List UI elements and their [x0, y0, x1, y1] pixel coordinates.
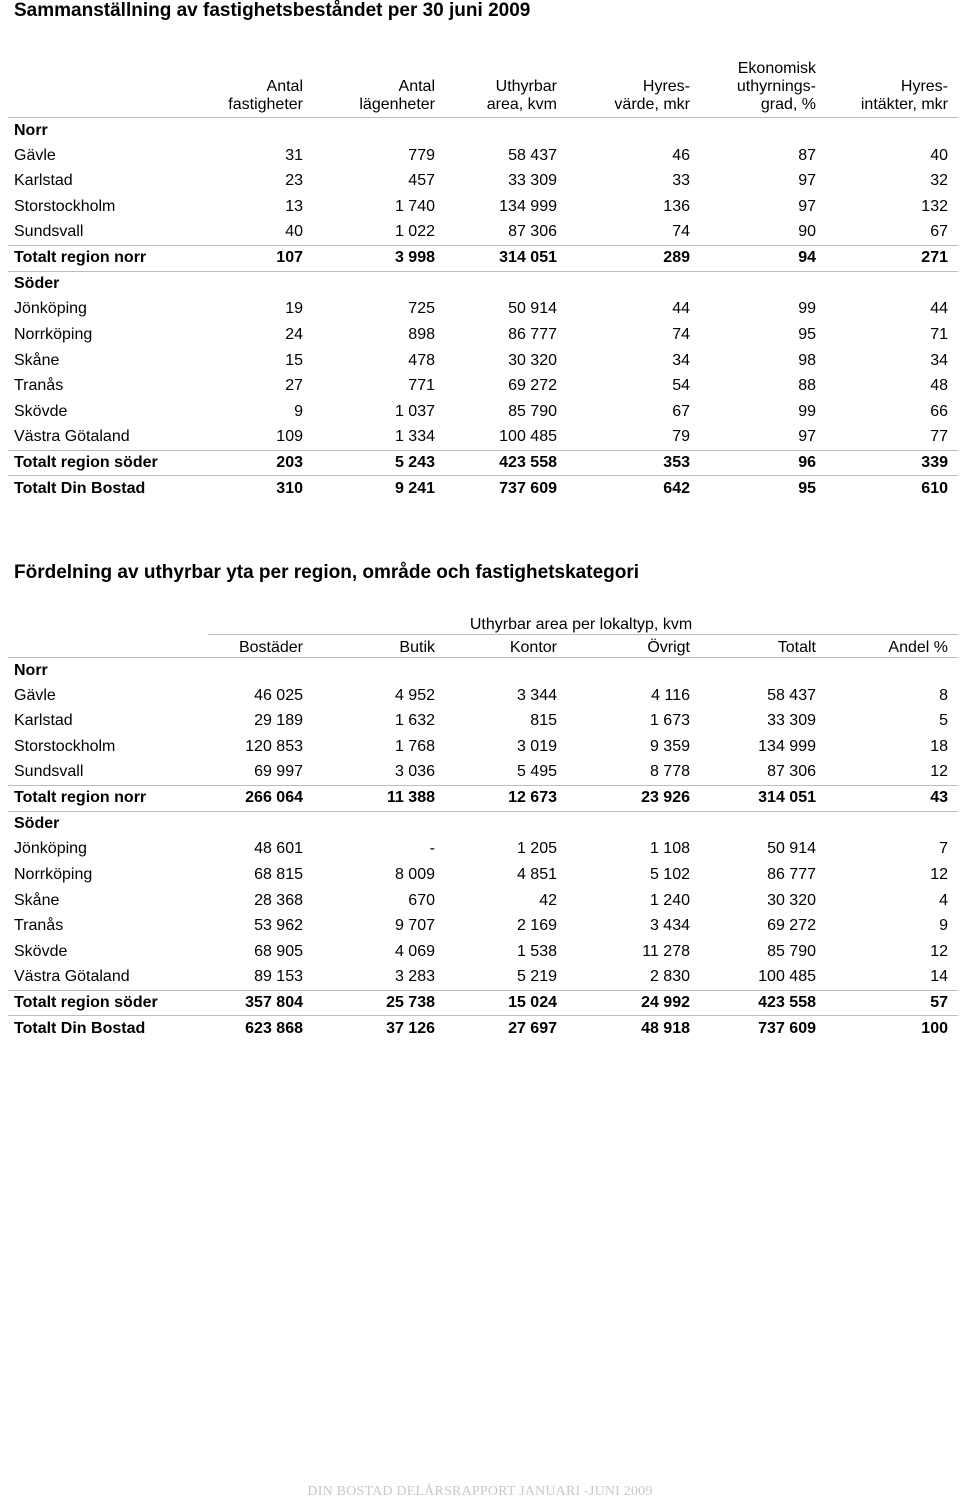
cell-value: 1 205 — [516, 840, 557, 858]
cell-value: 310 — [276, 479, 303, 497]
row-label: Sundsvall — [14, 763, 84, 781]
cell-value — [445, 658, 567, 684]
cell-value: 28 368 — [254, 891, 303, 909]
cell-value: 3 998 — [313, 245, 445, 271]
cell-value: 670 — [408, 891, 435, 909]
cell-value: 3 283 — [394, 968, 435, 986]
cell-value: 33 — [672, 172, 690, 190]
cell-value: 37 126 — [386, 1019, 435, 1037]
cell-value: 33 309 — [508, 172, 557, 190]
area-distribution-body — [8, 658, 958, 1042]
area-distribution-header — [8, 612, 958, 658]
cell-value — [826, 271, 958, 297]
column-header-line: Antal — [266, 78, 303, 95]
cell-value: 1 108 — [649, 840, 690, 858]
table-row — [8, 837, 958, 863]
cell-value: 8 — [939, 686, 948, 704]
cell-value: 1 022 — [394, 223, 435, 241]
table-row — [8, 169, 958, 195]
cell-value: 725 — [408, 300, 435, 318]
cell-value: 68 905 — [254, 942, 303, 960]
page-footer: DIN BOSTAD DELÅRSRAPPORT JANUARI -JUNI 2009 — [307, 1484, 653, 1499]
table-row — [8, 683, 958, 709]
table-row — [8, 709, 958, 735]
row-label: Totalt region söder — [8, 450, 208, 476]
cell-value: 898 — [408, 326, 435, 344]
cell-value: 97 — [798, 198, 816, 216]
table-row — [8, 220, 958, 246]
row-label: Norr — [14, 661, 48, 679]
cell-value: 46 025 — [254, 686, 303, 704]
cell-value: 68 815 — [254, 866, 303, 884]
super-header-spacer — [8, 612, 208, 635]
table-row — [8, 939, 958, 965]
row-label: Totalt region norr — [8, 245, 208, 271]
table-row — [8, 425, 958, 451]
section-row — [8, 271, 958, 297]
cell-value: 31 — [285, 146, 303, 164]
cell-value: 23 926 — [567, 785, 700, 811]
cell-value: 69 272 — [508, 377, 557, 395]
cell-value: 57 — [826, 990, 958, 1016]
area-distribution-table — [8, 612, 958, 1041]
column-header-line: grad, % — [760, 96, 816, 113]
cell-value: 77 — [930, 428, 948, 446]
cell-value: 40 — [285, 223, 303, 241]
row-label: Karlstad — [14, 712, 73, 730]
property-summary-body — [8, 118, 958, 502]
cell-value: 4 069 — [394, 942, 435, 960]
cell-value: 2 830 — [649, 968, 690, 986]
cell-value: 48 918 — [641, 1019, 690, 1037]
total-row — [8, 990, 958, 1016]
cell-value: 30 320 — [767, 891, 816, 909]
cell-value: 5 495 — [516, 763, 557, 781]
cell-value: 5 219 — [516, 968, 557, 986]
column-header-line: Ekonomisk — [737, 60, 816, 77]
cell-value: 58 437 — [508, 146, 557, 164]
cell-value: 9 — [294, 402, 303, 420]
row-label: Skåne — [14, 351, 60, 369]
page-title: Sammanställning av fastighetsbeståndet per 30 juni 2009 — [14, 0, 531, 21]
total-row — [8, 476, 958, 502]
cell-value: 66 — [930, 402, 948, 420]
table-row — [8, 888, 958, 914]
cell-value: 95 — [798, 479, 816, 497]
table-row — [8, 399, 958, 425]
section-title: Fördelning av uthyrbar yta per region, område och fastighetskategori — [14, 562, 640, 583]
column-header: Övrigt — [567, 635, 700, 658]
cell-value: 8 778 — [649, 763, 690, 781]
cell-value: 779 — [408, 146, 435, 164]
cell-value — [567, 811, 700, 837]
cell-value: 2 169 — [516, 917, 557, 935]
cell-value: 99 — [798, 300, 816, 318]
column-header-line: Antal — [398, 78, 435, 95]
cell-value: 771 — [408, 377, 435, 395]
row-label: Karlstad — [14, 172, 73, 190]
cell-value — [445, 118, 567, 144]
row-label: Sundsvall — [14, 223, 84, 241]
cell-value: 1 673 — [649, 712, 690, 730]
row-label: Skåne — [14, 891, 60, 909]
cell-value: 339 — [826, 450, 958, 476]
row-label: Storstockholm — [14, 198, 116, 216]
cell-value: 23 — [285, 172, 303, 190]
cell-value: 58 437 — [767, 686, 816, 704]
cell-value — [208, 658, 313, 684]
cell-value — [826, 118, 958, 144]
cell-value: 34 — [672, 351, 690, 369]
cell-value: 87 306 — [767, 763, 816, 781]
cell-value — [313, 271, 445, 297]
cell-value: 3 036 — [394, 763, 435, 781]
table-row — [8, 965, 958, 991]
cell-value: 50 914 — [767, 840, 816, 858]
cell-value: 15 — [285, 351, 303, 369]
cell-value: 74 — [672, 223, 690, 241]
table-row — [8, 322, 958, 348]
cell-value: 27 — [285, 377, 303, 395]
row-label: Storstockholm — [14, 738, 116, 756]
cell-value: 32 — [930, 172, 948, 190]
cell-value: 87 — [798, 146, 816, 164]
row-label: Skövde — [14, 942, 68, 960]
cell-value: 48 — [930, 377, 948, 395]
cell-value: 9 241 — [394, 479, 435, 497]
cell-value: 69 997 — [254, 763, 303, 781]
row-label: Norrköping — [14, 326, 93, 344]
cell-value: - — [429, 840, 435, 858]
row-label: Gävle — [14, 146, 56, 164]
cell-value: 107 — [208, 245, 313, 271]
cell-value: 95 — [798, 326, 816, 344]
cell-value: 1 334 — [394, 428, 435, 446]
cell-value: 87 306 — [508, 223, 557, 241]
cell-value: 1 037 — [394, 402, 435, 420]
cell-value: 4 — [939, 891, 948, 909]
cell-value: 40 — [930, 146, 948, 164]
row-label: Tranås — [14, 917, 64, 935]
table-row — [8, 348, 958, 374]
cell-value: 3 019 — [516, 738, 557, 756]
column-header-line: intäkter, mkr — [860, 96, 948, 113]
cell-value: 4 116 — [651, 686, 690, 704]
cell-value: 100 485 — [758, 968, 816, 986]
column-header — [700, 54, 826, 118]
cell-value — [208, 118, 313, 144]
cell-value — [208, 811, 313, 837]
cell-value — [313, 118, 445, 144]
cell-value: 314 051 — [700, 785, 826, 811]
cell-value: 5 243 — [313, 450, 445, 476]
cell-value: 266 064 — [208, 785, 313, 811]
cell-value: 9 — [939, 917, 948, 935]
cell-value: 42 — [539, 891, 557, 909]
column-header: Andel % — [826, 635, 958, 658]
row-label: Norrköping — [14, 866, 93, 884]
table-row — [8, 373, 958, 399]
row-label: Tranås — [14, 377, 64, 395]
cell-value: 53 962 — [254, 917, 303, 935]
cell-value: 3 434 — [649, 917, 690, 935]
row-label: Totalt region norr — [8, 785, 208, 811]
table-row — [8, 913, 958, 939]
cell-value: 71 — [930, 326, 948, 344]
cell-value: 289 — [567, 245, 700, 271]
row-label: Gävle — [14, 686, 56, 704]
row-label: Västra Götaland — [14, 968, 130, 986]
cell-value: 314 051 — [445, 245, 567, 271]
cell-value: 54 — [672, 377, 690, 395]
cell-value: 30 320 — [508, 351, 557, 369]
section-row — [8, 118, 958, 144]
property-summary-table — [8, 54, 958, 501]
total-row — [8, 785, 958, 811]
cell-value: 12 673 — [445, 785, 567, 811]
column-header-line: Hyres- — [642, 78, 690, 95]
cell-value — [208, 271, 313, 297]
row-label: Totalt region söder — [8, 990, 208, 1016]
cell-value: 34 — [930, 351, 948, 369]
column-header-line: area, kvm — [486, 96, 557, 113]
cell-value — [700, 658, 826, 684]
cell-value: 423 558 — [445, 450, 567, 476]
cell-value: 7 — [939, 840, 948, 858]
cell-value: 610 — [921, 479, 948, 497]
super-header: Uthyrbar area per lokaltyp, kvm — [208, 612, 958, 635]
cell-value: 120 853 — [245, 738, 303, 756]
table-row — [8, 760, 958, 786]
cell-value: 50 914 — [508, 300, 557, 318]
cell-value: 357 804 — [208, 990, 313, 1016]
table-row — [8, 734, 958, 760]
cell-value: 85 790 — [767, 942, 816, 960]
cell-value: 89 153 — [254, 968, 303, 986]
cell-value: 1 240 — [649, 891, 690, 909]
cell-value: 46 — [672, 146, 690, 164]
row-label: Söder — [14, 815, 60, 833]
cell-value: 109 — [276, 428, 303, 446]
cell-value — [445, 271, 567, 297]
column-header: Butik — [313, 635, 445, 658]
cell-value: 134 999 — [758, 738, 816, 756]
column-header-line: uthyrnings- — [736, 78, 816, 95]
column-header — [826, 54, 958, 118]
row-label: Norr — [14, 121, 48, 139]
cell-value: 737 609 — [758, 1019, 816, 1037]
cell-value — [700, 118, 826, 144]
cell-value — [313, 658, 445, 684]
table-row — [8, 143, 958, 169]
cell-value: 9 359 — [649, 738, 690, 756]
row-label: Jönköping — [14, 300, 87, 318]
column-header-line: fastigheter — [228, 96, 303, 113]
row-label: Skövde — [14, 402, 68, 420]
cell-value: 478 — [408, 351, 435, 369]
cell-value: 100 485 — [499, 428, 557, 446]
cell-value: 97 — [798, 428, 816, 446]
cell-value: 12 — [930, 866, 948, 884]
cell-value: 69 272 — [767, 917, 816, 935]
cell-value: 44 — [930, 300, 948, 318]
cell-value: 18 — [930, 738, 948, 756]
cell-value: 48 601 — [254, 840, 303, 858]
cell-value — [567, 271, 700, 297]
cell-value: 457 — [408, 172, 435, 190]
property-summary-header — [8, 54, 958, 118]
cell-value: 24 — [285, 326, 303, 344]
column-header: Kontor — [445, 635, 567, 658]
cell-value: 96 — [700, 450, 826, 476]
cell-value: 67 — [672, 402, 690, 420]
cell-value: 88 — [798, 377, 816, 395]
table-row — [8, 862, 958, 888]
cell-value: 1 538 — [516, 942, 557, 960]
column-header-line: Uthyrbar — [495, 78, 557, 95]
cell-value: 79 — [672, 428, 690, 446]
column-header — [567, 54, 700, 118]
cell-value: 29 189 — [254, 712, 303, 730]
cell-value: 737 609 — [499, 479, 557, 497]
cell-value — [567, 118, 700, 144]
cell-value — [700, 271, 826, 297]
row-label: Jönköping — [14, 840, 87, 858]
cell-value: 33 309 — [767, 712, 816, 730]
cell-value: 5 — [939, 712, 948, 730]
column-header — [208, 54, 313, 118]
cell-value — [445, 811, 567, 837]
total-row — [8, 245, 958, 271]
cell-value — [826, 811, 958, 837]
total-row — [8, 450, 958, 476]
cell-value: 815 — [530, 712, 557, 730]
cell-value — [826, 658, 958, 684]
cell-value: 13 — [285, 198, 303, 216]
cell-value: 27 697 — [508, 1019, 557, 1037]
cell-value: 97 — [798, 172, 816, 190]
row-label: Söder — [14, 275, 60, 293]
column-header: Bostäder — [208, 635, 313, 658]
table-row — [8, 194, 958, 220]
cell-value: 9 707 — [394, 917, 435, 935]
cell-value: 4 851 — [516, 866, 557, 884]
column-header-line: Hyres- — [900, 78, 948, 95]
cell-value: 94 — [700, 245, 826, 271]
cell-value: 4 952 — [394, 686, 435, 704]
cell-value: 623 868 — [245, 1019, 303, 1037]
cell-value: 11 278 — [642, 942, 690, 960]
cell-value: 271 — [826, 245, 958, 271]
cell-value: 12 — [930, 942, 948, 960]
column-header — [445, 54, 567, 118]
cell-value: 24 992 — [567, 990, 700, 1016]
cell-value: 86 777 — [508, 326, 557, 344]
cell-value: 11 388 — [313, 785, 445, 811]
row-label: Västra Götaland — [14, 428, 130, 446]
cell-value: 98 — [798, 351, 816, 369]
cell-value: 1 632 — [394, 712, 435, 730]
cell-value — [567, 658, 700, 684]
cell-value: 86 777 — [767, 866, 816, 884]
cell-value: 1 768 — [394, 738, 435, 756]
cell-value: 5 102 — [649, 866, 690, 884]
cell-value: 136 — [663, 198, 690, 216]
total-row — [8, 1016, 958, 1042]
cell-value: 43 — [826, 785, 958, 811]
cell-value: 74 — [672, 326, 690, 344]
cell-value: 90 — [798, 223, 816, 241]
column-header — [8, 635, 208, 658]
row-label: Totalt Din Bostad — [14, 479, 146, 497]
cell-value: 132 — [921, 198, 948, 216]
cell-value: 85 790 — [508, 402, 557, 420]
column-header: Totalt — [700, 635, 826, 658]
column-header-line: värde, mkr — [614, 96, 690, 113]
column-header — [8, 54, 208, 118]
cell-value: 134 999 — [499, 198, 557, 216]
cell-value: 100 — [921, 1019, 948, 1037]
section-row — [8, 811, 958, 837]
cell-value: 44 — [672, 300, 690, 318]
cell-value — [700, 811, 826, 837]
cell-value: 3 344 — [516, 686, 557, 704]
cell-value: 99 — [798, 402, 816, 420]
column-header-line: lägenheter — [359, 96, 435, 113]
cell-value: 353 — [567, 450, 700, 476]
cell-value: 423 558 — [700, 990, 826, 1016]
row-label: Totalt Din Bostad — [14, 1019, 146, 1037]
cell-value: 15 024 — [445, 990, 567, 1016]
cell-value: 203 — [208, 450, 313, 476]
table-row — [8, 297, 958, 323]
cell-value: 25 738 — [313, 990, 445, 1016]
cell-value: 67 — [930, 223, 948, 241]
cell-value: 12 — [930, 763, 948, 781]
cell-value: 19 — [285, 300, 303, 318]
cell-value — [313, 811, 445, 837]
cell-value: 1 740 — [394, 198, 435, 216]
section-row — [8, 658, 958, 684]
column-header — [313, 54, 445, 118]
cell-value: 14 — [930, 968, 948, 986]
cell-value: 8 009 — [394, 866, 435, 884]
cell-value: 642 — [663, 479, 690, 497]
